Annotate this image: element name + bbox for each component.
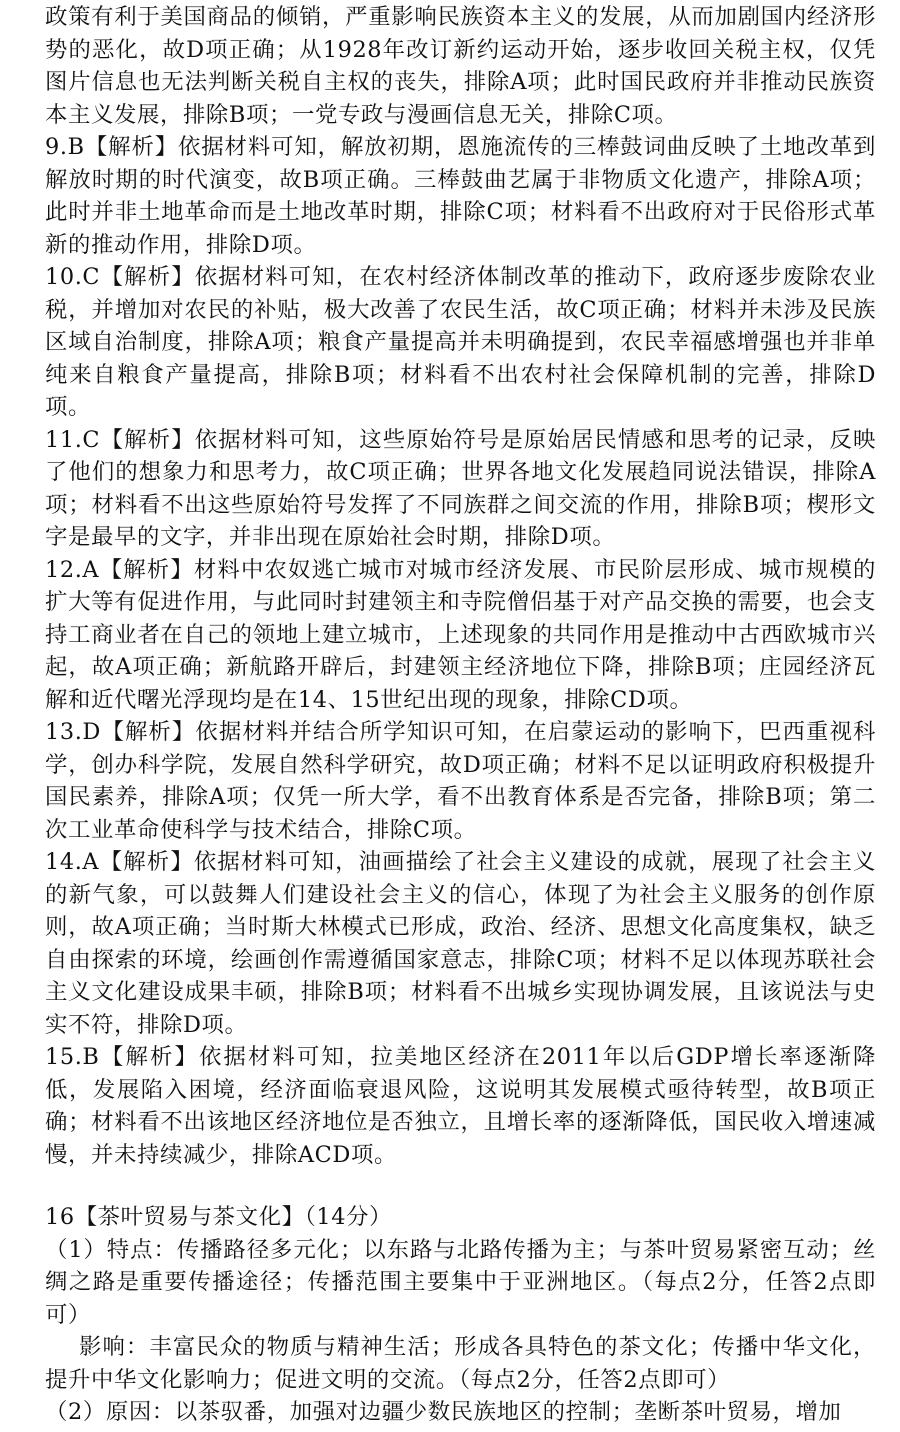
answer-14: 14.A【解析】依据材料可知，油画描绘了社会主义建设的成就，展现了社会主义的新气象，可以鼓舞人们建设社会主义的信心，体现了为社会主义服务的创作原则，故A项正确；当时斯大林模式已形成，政治、经济、思想文化高度集权，缺乏自由探索的环境，绘画创作需遵循国家意志，排除C项；材料不足以体现苏联社会主义文化建设成果丰硕，排除B项；材料看不出城乡实现协调发展，且该说法与史实不符，排除D项。 — [45, 849, 876, 1038]
answer-13: 13.D【解析】依据材料并结合所学知识可知，在启蒙运动的影响下，巴西重视科学，创办科学院，发展自然科学研究，故D项正确；材料不足以证明政府积极提升国民素养，排除A项；仅凭一所大学，看不出教育体系是否完备，排除B项；第二次工业革命使科学与技术结合，排除C项。 — [45, 719, 876, 843]
answer-12: 12.A【解析】材料中农奴逃亡城市对城市经济发展、市民阶层形成、城市规模的扩大等有促进作用，与此同时封建领主和寺院僧侣基于对产品交换的需要，也会支持工商业者在自己的领地上建立城市，上述现象的共同作用是推动中古西欧城市兴起，故A项正确；新航路开辟后，封建领主经济地位下降，排除B项；庄园经济瓦解和近代曙光浮现均是在14、15世纪出现的现象，排除CD项。 — [45, 556, 876, 713]
answer-9: 9.B【解析】依据材料可知，解放初期，恩施流传的三棒鼓词曲反映了土地改革到解放时期的时代演变，故B项正确。三棒鼓曲艺属于非物质文化遗产，排除A项；此时并非土地革命而是土地改革时期，排除C项；材料看不出政府对于民俗形式革新的推动作用，排除D项。 — [45, 134, 876, 258]
answer-11: 11.C【解析】依据材料可知，这些原始符号是原始居民情感和思考的记录，反映了他们的想象力和思考力，故C项正确；世界各地文化发展趋同说法错误，排除A项；材料看不出这些原始符号发挥了不同族群之间交流的作用，排除B项；楔形文字是最早的文字，并非出现在原始社会时期，排除D项。 — [45, 426, 876, 550]
question-16-part-1-impact: 影响：丰富民众的物质与精神生活；形成各具特色的茶文化；传播中华文化，提升中华文化影响力；促进文明的交流。（每点2分，任答2点即可） — [45, 1334, 876, 1393]
question-16-heading: 16【茶叶贸易与茶文化】（14分） — [45, 1204, 393, 1230]
question-16-part-1-features: （1）特点：传播路径多元化；以东路与北路传播为主；与茶叶贸易紧密互动；丝绸之路是重要传播途径；传播范围主要集中于亚洲地区。（每点2分，任答2点即可） — [45, 1236, 876, 1328]
question-16-part-2-reasons: （2）原因：以茶驭番，加强对边疆少数民族地区的控制；垄断茶叶贸易，增加 — [45, 1399, 842, 1425]
answer-8-continuation: 政策有利于美国商品的倾销，严重影响民族资本主义的发展，从而加剧国内经济形势的恶化，故D项正确；从1928年改订新约运动开始，逐步收回关税主权，仅凭图片信息也无法判断关税自主权的丧失，排除A项；此时国民政府并非推动民族资本主义发展，排除B项；一党专政与漫画信息无关，排除C项。 — [45, 4, 876, 128]
answer-10: 10.C【解析】依据材料可知，在农村经济体制改革的推动下，政府逐步废除农业税，并增加对农民的补贴，极大改善了农民生活，故C项正确；材料并未涉及民族区域自治制度，排除A项；粮食产量提高并未明确提到，农民幸福感增强也并非单纯来自粮食产量提高，排除B项；材料看不出农村社会保障机制的完善，排除D项。 — [45, 264, 876, 420]
answer-15: 15.B【解析】依据材料可知，拉美地区经济在2011年以后GDP增长率逐渐降低，发展陷入困境，经济面临衰退风险，这说明其发展模式亟待转型，故B项正确；材料看不出该地区经济地位是否独立，且增长率的逐渐降低，国民收入增速减慢，并未持续减少，排除ACD项。 — [45, 1044, 876, 1168]
